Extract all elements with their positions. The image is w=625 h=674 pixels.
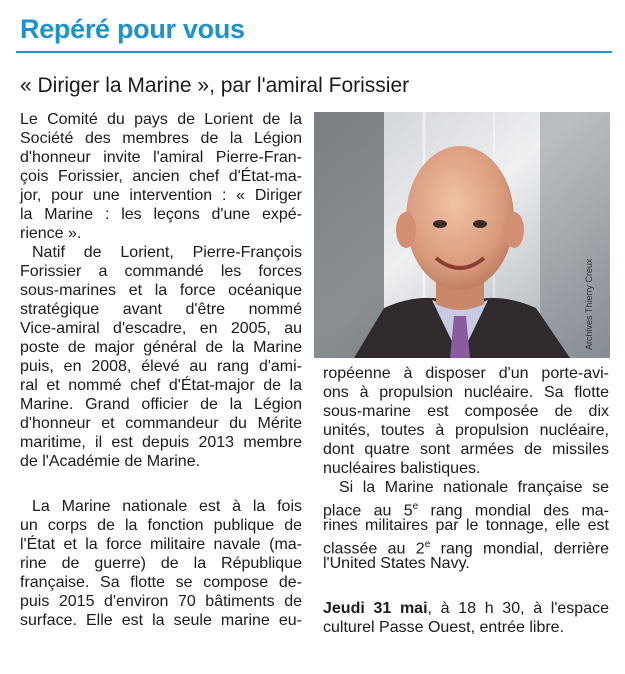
text-line: puis, en 2008, élevé au rang d'ami- [20, 358, 302, 375]
portrait-photo [314, 112, 610, 358]
section-rule [16, 51, 612, 53]
text-line: d'honneur et commandeur du Mérite [20, 415, 302, 432]
article-headline: « Diriger la Marine », par l'amiral Forissier [20, 74, 410, 97]
text-line: sous-marine est composée de dix [323, 403, 609, 420]
text-line: Forissier a commandé les forces [20, 263, 302, 280]
text-line: rines militaires par le tonnage, elle est [323, 517, 609, 534]
text-line: Natif de Lorient, Pierre-François [32, 244, 302, 261]
text-line: d'honneur invite l'amiral Pierre-Fran- [20, 149, 302, 166]
text-line: rine de guerre) de la République [20, 555, 302, 572]
text-line: la Marine : les leçons d'une expé- [20, 206, 302, 223]
text-line: dont quatre sont armées de missiles [323, 441, 609, 458]
photo-credit: Archives Thierry Creux [584, 258, 594, 350]
text-line: de l'Académie de Marine. [20, 453, 201, 470]
text-line: Si la Marine nationale française se [339, 479, 609, 496]
text-line: Marine. Grand officier de la Légion [20, 396, 302, 413]
text-line: l'United States Navy. [323, 555, 470, 572]
event-date: Jeudi 31 mai [323, 600, 428, 617]
text-line: puis 2015 d'environ 70 bâtiments de [20, 593, 302, 610]
text-line: poste de major général de la Marine [20, 339, 302, 356]
text-fragment: rang mondial des ma- [418, 502, 609, 520]
text-line: un corps de la fonction publique de [20, 517, 302, 534]
text-line: ropéenne à disposer d'un porte-avi- [323, 365, 609, 382]
text-line: l'État et la force militaire navale (ma- [20, 536, 302, 553]
text-line: nucléaires balistiques. [323, 460, 481, 477]
text-line: sous-marines et la force océanique [20, 282, 302, 299]
text-line [323, 599, 609, 618]
text-line: La Marine nationale est à la fois [32, 498, 302, 515]
text-fragment: classée au 2 [323, 540, 425, 558]
text-line: Le Comité du pays de Lorient de la [20, 111, 302, 128]
text-line: ons à propulsion nucléaire. Sa flotte [323, 384, 609, 401]
text-line: culturel Passe Ouest, entrée libre. [323, 619, 565, 636]
text-fragment: rang mondial, derrière [430, 540, 609, 558]
text-line: maritime, il est depuis 2013 membre [20, 434, 302, 451]
text-line: Vice-amiral d'escadre, en 2005, au [20, 320, 302, 337]
section-title: Repéré pour vous [20, 14, 245, 44]
text-line: çois Forissier, ancien chef d'État-ma- [20, 168, 302, 185]
text-line: jor, pour une intervention : « Diriger [20, 187, 302, 204]
text-line: unités, toutes à propulsion nucléaire, [323, 422, 609, 439]
superscript: e [424, 539, 431, 550]
text-fragment: , à 18 h 30, à l'espace [427, 600, 610, 617]
text-line: Société des membres de la Légion [20, 130, 302, 147]
text-fragment: place au 5 [323, 502, 413, 520]
text-line: stratégique avant d'être nommé [20, 301, 302, 318]
superscript: e [412, 501, 419, 512]
text-line: surface. Elle est la seule marine eu- [20, 612, 302, 629]
text-line: rience ». [20, 225, 82, 242]
text-line: ral et nommé chef d'État-major de la [20, 377, 302, 394]
text-line: française. Sa flotte se compose de- [20, 574, 302, 591]
